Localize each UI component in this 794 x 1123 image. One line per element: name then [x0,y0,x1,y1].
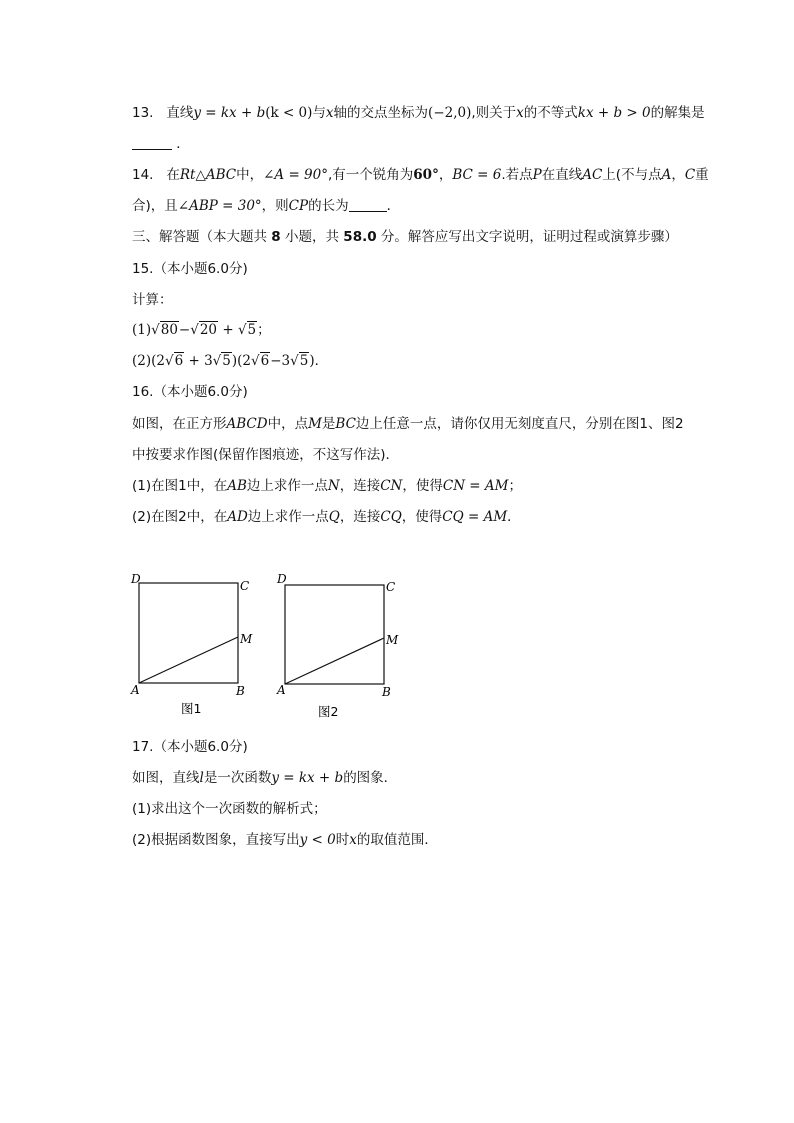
q15-part2: (2)(2√6 + 3√5)(2√6−3√5)． [132,353,329,369]
q17-line1: 如图，直线l是一次函数y = kx + b的图象． [132,770,398,786]
fig2-label-a: A [277,683,286,697]
fig2-square [285,585,384,684]
section3-heading: 三、解答题（本大题共 8 小题，共 58.0 分。解答应写出文字说明，证明过程或演算步骤） [132,229,678,245]
q13-answer-blank [132,135,172,150]
figure-2 [276,572,399,719]
fig2-label-m: M [386,633,399,647]
q15-part1: (1)√80−√20 + √5； [132,322,271,338]
q17-heading: 17.（本小题6.0分) [132,739,248,755]
fig1-label-a: A [131,683,140,697]
fig2-caption: 图2 [318,704,339,719]
q13-inequality: kx + b > 0 [577,105,651,121]
q15-heading: 15.（本小题6.0分) [132,261,248,277]
q16-heading: 16.（本小题6.0分) [132,384,248,400]
fig1-caption: 图1 [181,701,202,716]
q16-line1: 如图，在正方形ABCD中，点M是BC边上任意一点，请你仅用无刻度直尺，分别在图1、图2 [132,416,684,432]
figure-1 [130,572,253,716]
q13-line2: ． [132,134,190,154]
q16-figures [0,565,794,725]
q16-part2: (2)在图2中，在AD边上求作一点Q，连接CQ，使得CQ = AM． [132,509,521,525]
fig2-label-b: B [382,685,391,699]
fig2-segment-am [285,638,384,684]
q17-part1: (1)求出这个一次函数的解析式； [132,801,327,817]
fig1-label-m: M [240,632,253,646]
q13-line1: 13. 直线y = kx + b(k < 0)与x轴的交点坐标为(−2,0),则关于x的不等式kx + b > 0的解集是 [132,105,705,121]
q13-equation: y = kx + b [193,105,266,121]
q16-line2: 中按要求作图(保留作图痕迹，不这写作法)． [132,447,400,463]
fig1-segment-am [139,637,238,683]
q17-part2: (2)根据函数图象，直接写出y < 0时x的取值范围． [132,832,438,848]
q15-intro: 计算： [132,292,173,308]
q14-line1: 14. 在Rt△ABC中，∠A = 90°,有一个锐角为60°，BC = 6.若点P在直线AC上(不与点A，C重 [132,167,709,183]
q14-number: 14. [132,167,154,183]
q13-number: 13. [132,105,154,121]
fig2-label-d: D [277,572,287,586]
q16-part1: (1)在图1中，在AB边上求作一点N，连接CN，使得CN = AM； [132,478,522,494]
fig1-label-b: B [236,684,245,698]
fig1-label-c: C [240,579,250,593]
fig1-square [139,583,238,683]
fig2-label-c: C [386,580,396,594]
q14-line2: 合)，且∠ABP = 30°，则CP的长为 ． [132,198,401,214]
q14-answer-blank [349,197,387,212]
fig1-label-d: D [131,572,141,586]
